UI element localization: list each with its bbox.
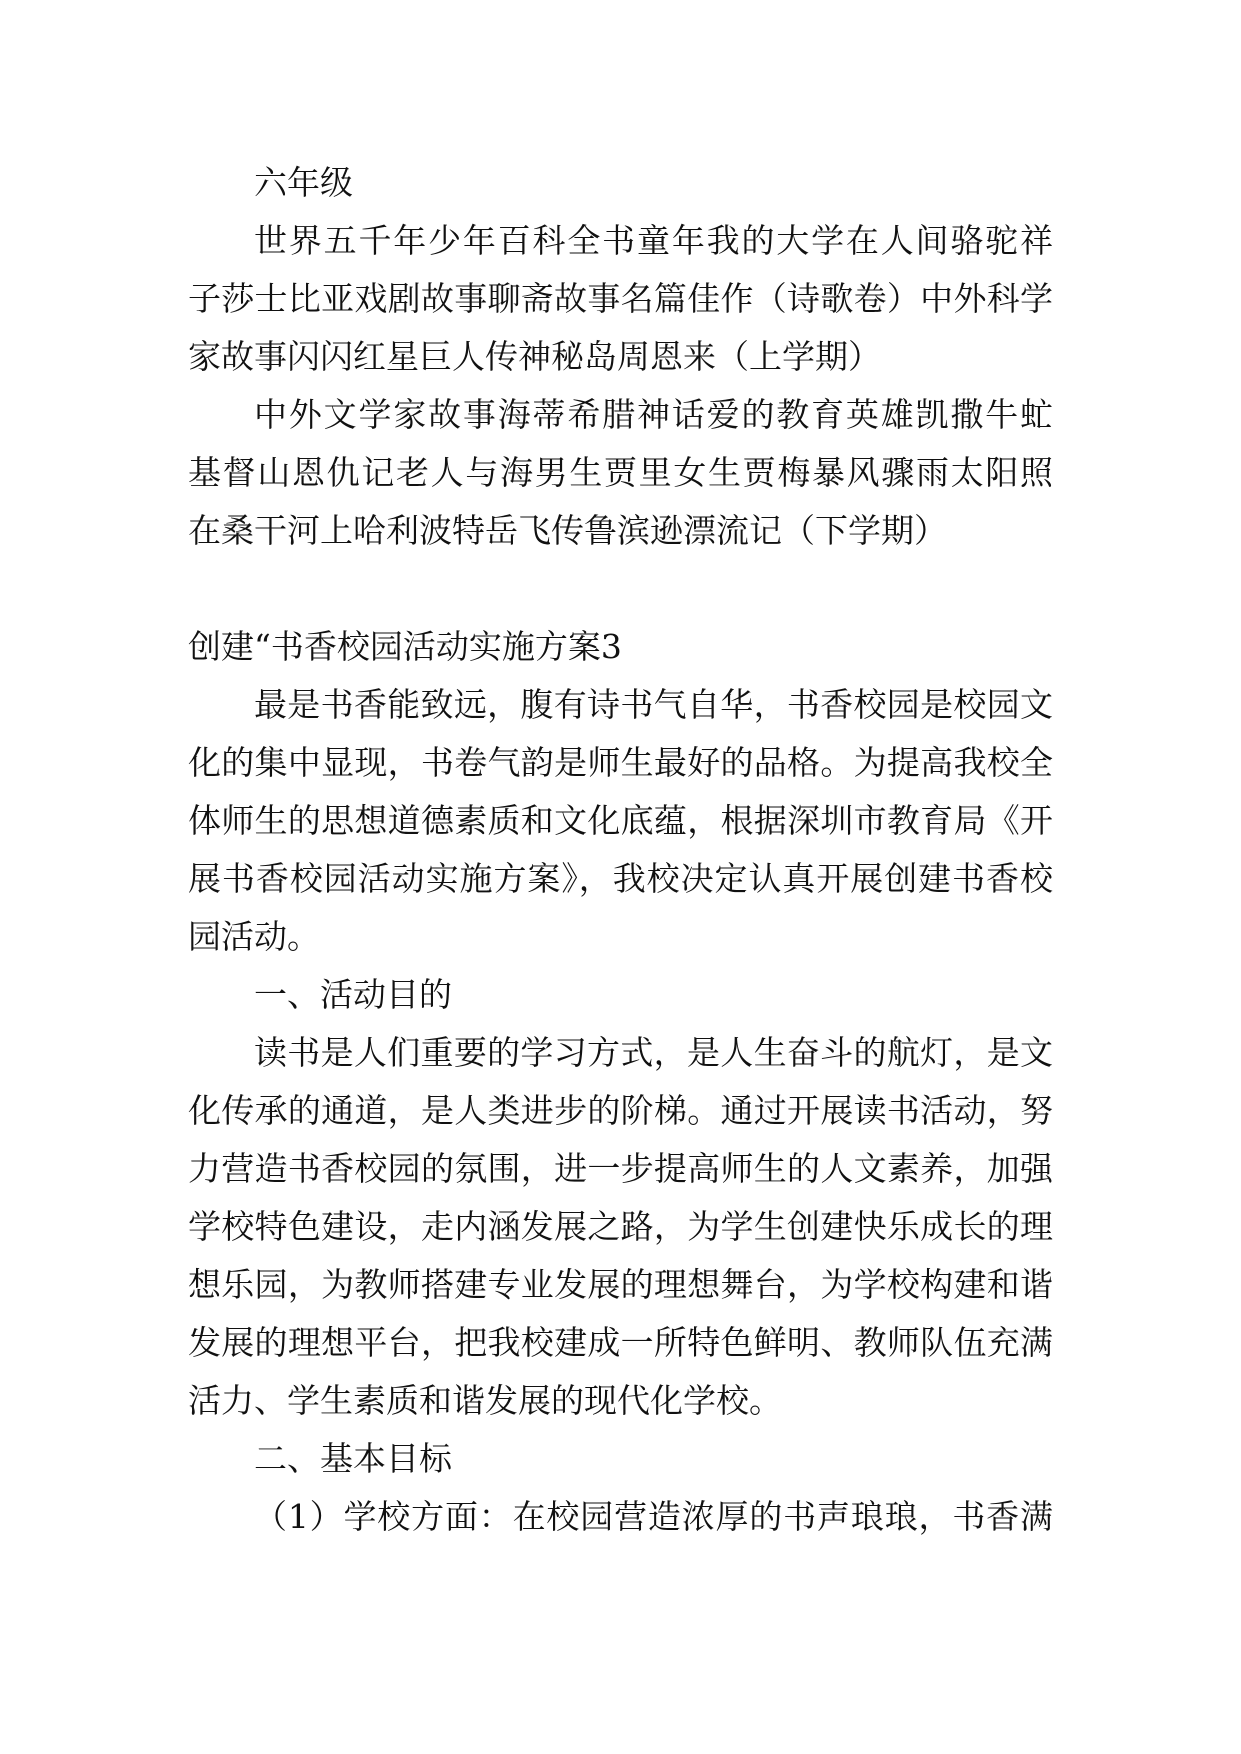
text-line: 活力、学生素质和谐发展的现代化学校。 [188,1381,782,1420]
text-line: 化传承的通道，是人类进步的阶梯。通过开展读书活动，努 [188,1091,1053,1130]
semester-2-book-list [188,386,1053,560]
text-line: 基督山恩仇记老人与海男生贾里女生贾梅暴风骤雨太阳照 [188,453,1053,492]
text-line: 家故事闪闪红星巨人传神秘岛周恩来（上学期） [188,337,881,376]
text-line: 展书香校园活动实施方案》，我校决定认真开展创建书香校 [188,859,1053,898]
text-line: （1）学校方面：在校园营造浓厚的书声琅琅，书香满 [254,1497,1053,1536]
text-line: 体师生的思想道德素质和文化底蕴，根据深圳市教育局《开 [188,801,1053,840]
section-heading: 一、活动目的 [254,975,452,1014]
plan-title: 创建“书香校园活动实施方案3 [188,627,622,666]
text-line: 世界五千年少年百科全书童年我的大学在人间骆驼祥 [254,221,1053,260]
text-line: 学校特色建设，走内涵发展之路，为学生创建快乐成长的理 [188,1207,1053,1246]
text-line: 在桑干河上哈利波特岳飞传鲁滨逊漂流记（下学期） [188,511,947,550]
text-line: 子莎士比亚戏剧故事聊斋故事名篇佳作（诗歌卷）中外科学 [188,279,1053,318]
text-line: 最是书香能致远，腹有诗书气自华，书香校园是校园文 [254,685,1053,724]
section-heading: 二、基本目标 [254,1439,452,1478]
text-line: 想乐园，为教师搭建专业发展的理想舞台，为学校构建和谐 [188,1265,1053,1304]
text-line: 中外文学家故事海蒂希腊神话爱的教育英雄凯撒牛虻 [254,395,1053,434]
text-line: 发展的理想平台，把我校建成一所特色鲜明、教师队伍充满 [188,1323,1053,1362]
semester-1-book-list [188,212,1053,386]
section-2-item-1 [188,1488,1053,1546]
document-body [188,154,1053,1546]
text-line: 园活动。 [188,917,320,956]
text-line: 读书是人们重要的学习方式，是人生奋斗的航灯，是文 [254,1033,1053,1072]
section-1-paragraph [188,1024,1053,1430]
paragraph-spacer [188,560,1053,618]
text-line: 化的集中显现，书卷气韵是师生最好的品格。为提高我校全 [188,743,1053,782]
intro-paragraph [188,676,1053,966]
grade-title: 六年级 [254,163,353,202]
text-line: 力营造书香校园的氛围，进一步提高师生的人文素养，加强 [188,1149,1053,1188]
